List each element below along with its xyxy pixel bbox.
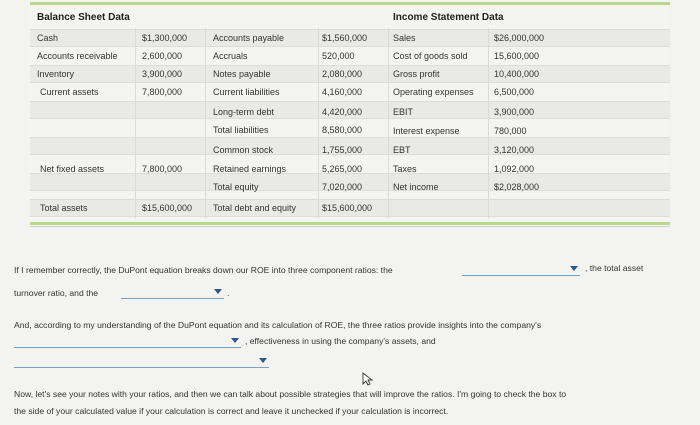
income-value: 10,400,000: [494, 69, 540, 79]
paragraph-3-line-1: Now, let's see your notes with your ratios, and then we can talk about possible strategies that will improve the ratios. I'm going to check the box to: [14, 389, 567, 399]
paragraph-2-line-1: And, according to my understanding of the DuPont equation and its calculation of ROE, the three ratios provide insights into the company's: [14, 320, 542, 330]
asset-label: Total assets: [40, 203, 88, 213]
income-value: 3,120,000: [494, 145, 535, 155]
column-divider: [205, 28, 206, 218]
bottom-rule-line: [30, 226, 670, 227]
asset-value: 2,600,000: [142, 51, 183, 61]
income-value: $26,000,000: [494, 33, 545, 43]
insight-dropdown-1[interactable]: [14, 335, 241, 348]
asset-label: Inventory: [37, 69, 75, 79]
asset-value: 3,900,000: [142, 69, 183, 79]
asset-label: Accounts receivable: [37, 51, 118, 61]
liability-value: 1,755,000: [322, 145, 363, 155]
column-divider: [135, 28, 136, 218]
income-label: EBT: [393, 145, 411, 155]
paragraph-2-line-2: , effectiveness in using the company's assets, and: [245, 336, 436, 346]
ratio-dropdown-1[interactable]: [462, 263, 580, 276]
income-statement-title: Income Statement Data: [393, 12, 504, 23]
liability-value: 4,420,000: [322, 107, 363, 117]
asset-value: 7,800,000: [142, 87, 183, 97]
column-divider: [388, 28, 389, 218]
liability-label: Total liabilities: [213, 125, 269, 135]
liability-value: 2,080,000: [322, 69, 363, 79]
chevron-down-icon: [570, 266, 578, 271]
liability-label: Retained earnings: [213, 164, 287, 174]
income-label: Cost of goods sold: [393, 51, 468, 61]
mouse-pointer-icon: [362, 372, 374, 386]
liability-value: 8,580,000: [322, 125, 363, 135]
income-value: 15,600,000: [494, 51, 540, 61]
liability-label: Current liabilities: [213, 87, 280, 97]
income-value: 6,500,000: [494, 87, 535, 97]
income-value: 1,092,000: [494, 164, 535, 174]
asset-value: $1,300,000: [142, 33, 188, 43]
liability-label: Accruals: [213, 51, 248, 61]
asset-value: $15,600,000: [142, 203, 193, 213]
liability-value: 5,265,000: [322, 164, 363, 174]
income-label: Gross profit: [393, 69, 440, 79]
income-label: Sales: [393, 33, 416, 43]
liability-label: Long-term debt: [213, 107, 275, 117]
asset-label: Cash: [37, 33, 59, 43]
column-divider: [488, 28, 489, 218]
liability-label: Total equity: [213, 182, 259, 192]
top-rule: [30, 2, 670, 5]
income-label: Taxes: [393, 164, 417, 174]
column-divider: [318, 28, 319, 218]
income-label: Net income: [393, 182, 439, 192]
liability-label: Notes payable: [213, 69, 271, 79]
liability-value: 4,160,000: [322, 87, 363, 97]
liability-value: 520,000: [322, 51, 355, 61]
liability-value: $1,560,000: [322, 33, 368, 43]
income-label: EBIT: [393, 107, 414, 117]
question-line-1: If I remember correctly, the DuPont equation breaks down our ROE into three component ratios: the: [14, 265, 393, 275]
income-value: 780,000: [494, 126, 527, 136]
liability-value: $15,600,000: [322, 203, 373, 213]
income-label: Operating expenses: [393, 87, 474, 97]
liability-value: 7,020,000: [322, 182, 363, 192]
ratio-dropdown-2[interactable]: [121, 286, 224, 299]
chevron-down-icon: [214, 289, 222, 294]
asset-value: 7,800,000: [142, 164, 183, 174]
asset-label: Current assets: [40, 87, 99, 97]
income-label: Interest expense: [393, 126, 460, 136]
liability-label: Total debt and equity: [213, 203, 297, 213]
balance-sheet-title: Balance Sheet Data: [37, 12, 130, 23]
insight-dropdown-2[interactable]: [14, 355, 269, 368]
income-value: 3,900,000: [494, 107, 535, 117]
question-line-2-tail: .: [227, 288, 230, 298]
bottom-rule: [30, 222, 670, 225]
liability-label: Accounts payable: [213, 33, 285, 43]
income-value: $2,028,000: [494, 182, 540, 192]
question-line-1-tail: , the total asset: [585, 263, 644, 273]
chevron-down-icon: [231, 338, 239, 343]
liability-label: Common stock: [213, 145, 274, 155]
question-line-2: turnover ratio, and the: [14, 288, 99, 298]
paragraph-3-line-2: the side of your calculated value if your calculation is correct and leave it unchecked if your calculation is incorrect.: [14, 406, 449, 416]
asset-label: Net fixed assets: [40, 164, 105, 174]
chevron-down-icon: [259, 358, 267, 363]
